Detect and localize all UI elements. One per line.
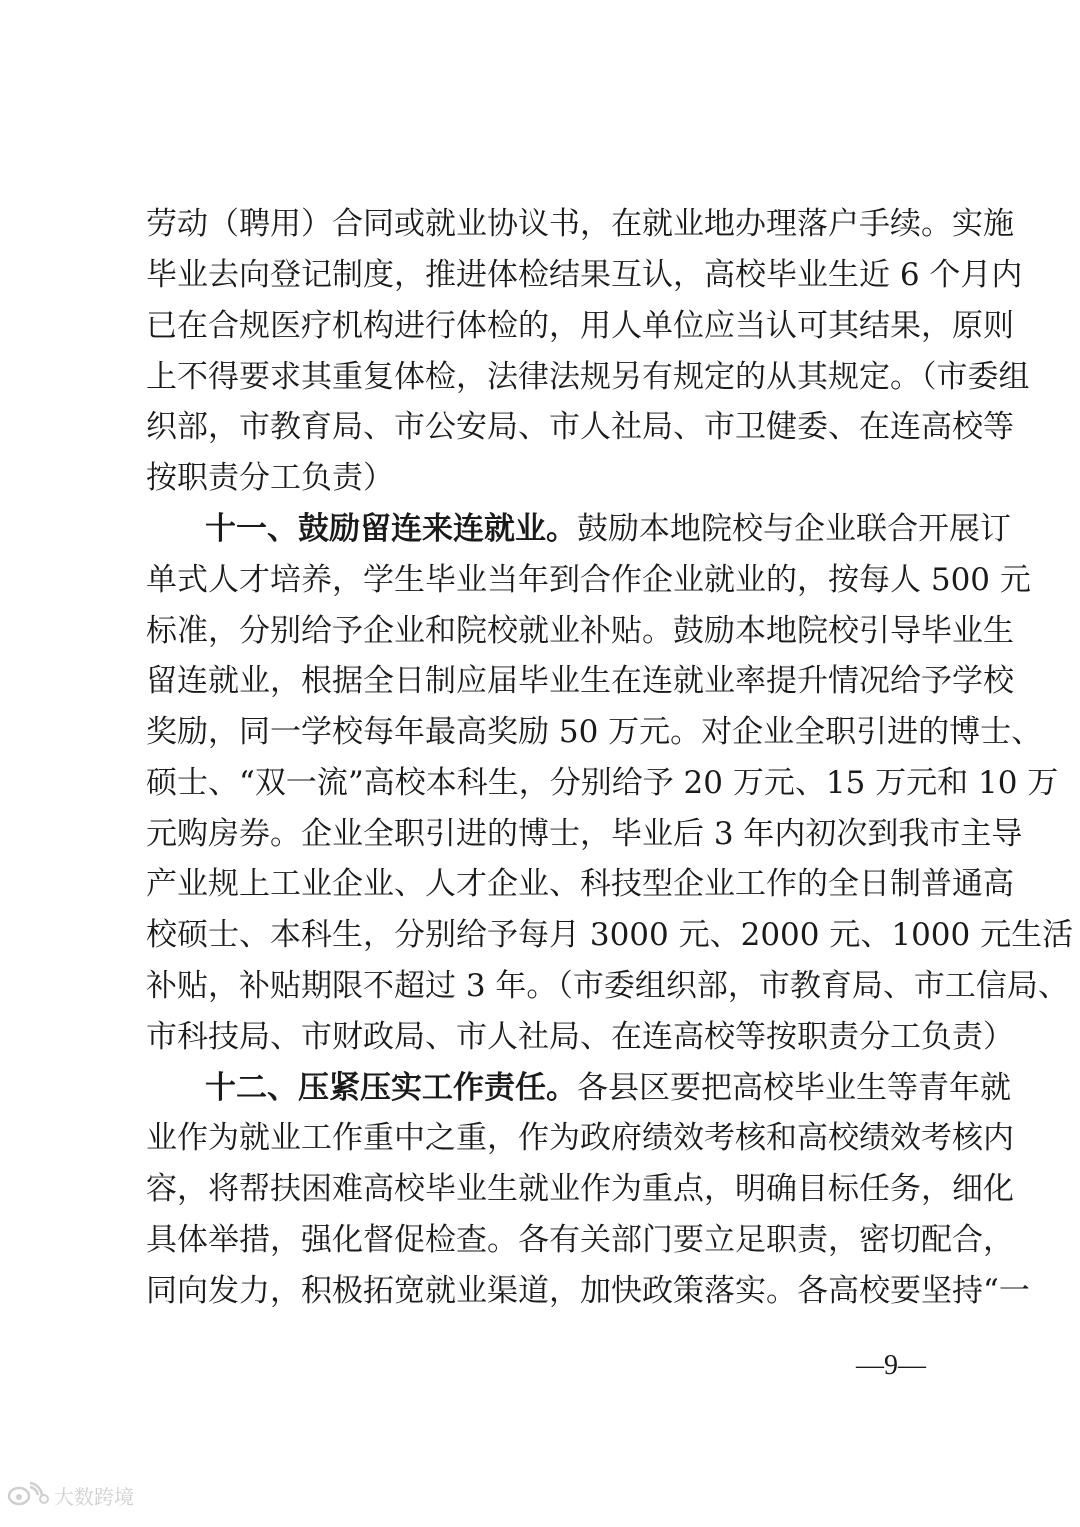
section11-line-4: 留连就业，根据全日制应届毕业生在连就业率提升情况给予学校 <box>146 663 1014 699</box>
page-number: —9— <box>856 1350 926 1381</box>
paragraph1-line-5: 织部，市教育局、市公安局、市人社局、市卫健委、在连高校等 <box>146 409 1014 445</box>
section11-line-6: 硕士、“双一流”高校本科生，分别给予 20 万元、15 万元和 10 万 <box>146 765 1059 801</box>
section11-line-5: 奖励，同一学校每年最高奖励 50 万元。对企业全职引进的博士、 <box>146 714 1043 750</box>
section11-line-11: 市科技局、市财政局、市人社局、在连高校等按职责分工负责） <box>146 1019 1014 1055</box>
section12-line-4: 具体举措，强化督促检查。各有关部门要立足职责，密切配合， <box>146 1222 1014 1258</box>
section11-line-3: 标准，分别给予企业和院校就业补贴。鼓励本地院校引导毕业生 <box>146 613 1014 649</box>
section11-line-7: 元购房券。企业全职引进的博士，毕业后 3 年内初次到我市主导 <box>146 816 1023 852</box>
watermark-text: 大数跨境 <box>54 1484 134 1509</box>
paragraph1-line-6: 按职责分工负责） <box>146 460 394 496</box>
section11-line-2: 单式人才培养，学生毕业当年到合作企业就业的，按每人 500 元 <box>146 562 1031 598</box>
section12-line-3: 容，将帮扶困难高校毕业生就业作为重点，明确目标任务，细化 <box>146 1171 1014 1207</box>
section11-line-10: 补贴，补贴期限不超过 3 年。（市委组织部，市教育局、市工信局、 <box>146 968 1069 1004</box>
paragraph1-line-2: 毕业去向登记制度，推进体检结果互认，高校毕业生近 6 个月内 <box>146 257 1023 293</box>
paragraph1-line-3: 已在合规医疗机构进行体检的，用人单位应当认可其结果，原则 <box>146 308 1014 344</box>
weibo-style-logo-icon <box>6 1481 50 1509</box>
section12-first-line-text: 各县区要把高校毕业生等青年就 <box>577 1070 1011 1106</box>
section12-first-line <box>205 1064 1011 1112</box>
section11-first-line-text: 鼓励本地院校与企业联合开展订 <box>577 511 1011 547</box>
section11-heading: 十一、鼓励留连来连就业。 <box>205 511 577 547</box>
paragraph1-line-4: 上不得要求其重复体检，法律法规另有规定的从其规定。（市委组 <box>146 359 1030 395</box>
section12-heading: 十二、压紧压实工作责任。 <box>205 1070 577 1106</box>
section12-line-5: 同向发力，积极拓宽就业渠道，加快政策落实。各高校要坚持“一 <box>146 1273 1030 1309</box>
section12-line-2: 业作为就业工作重中之重，作为政府绩效考核和高校绩效考核内 <box>146 1120 1014 1156</box>
section11-first-line <box>205 505 1011 553</box>
section11-line-8: 产业规上工业企业、人才企业、科技型企业工作的全日制普通高 <box>146 866 1014 902</box>
section11-line-9: 校硕士、本科生，分别给予每月 3000 元、2000 元、1000 元生活 <box>146 917 1074 953</box>
paragraph1-line-1: 劳动（聘用）合同或就业协议书，在就业地办理落户手续。实施 <box>146 206 1014 242</box>
watermark <box>6 1478 134 1512</box>
